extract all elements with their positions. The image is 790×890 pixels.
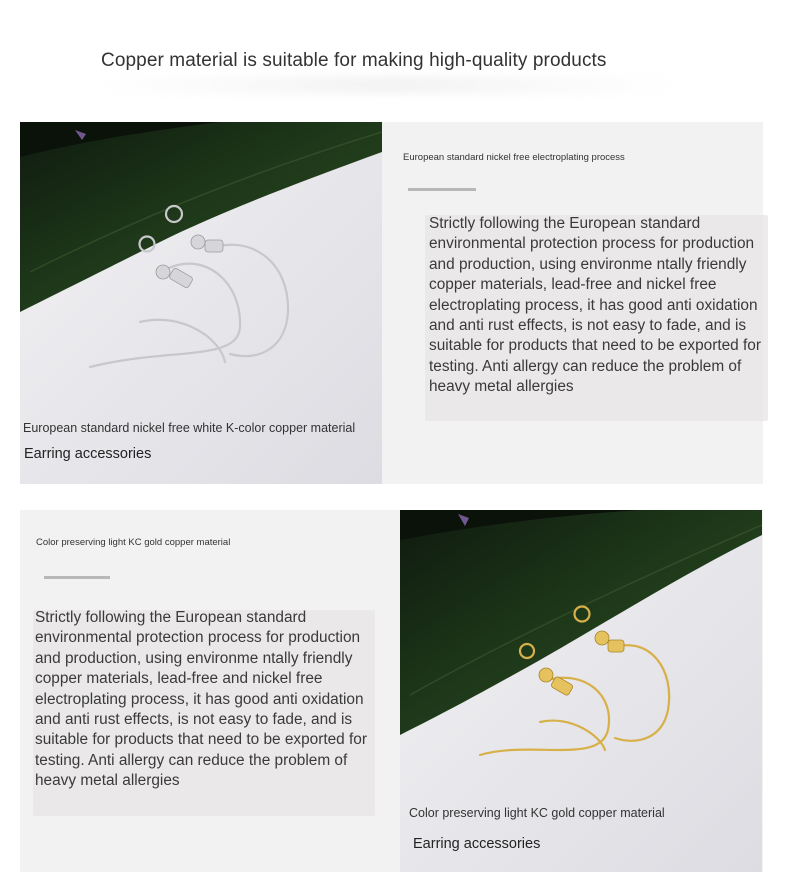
- page-title: Copper material is suitable for making high-quality products: [101, 50, 607, 71]
- photo-subtitle: Earring accessories: [24, 446, 152, 462]
- title-shadow: [100, 76, 680, 94]
- product-section-silver: [20, 122, 763, 484]
- product-photo-silver: [20, 122, 382, 484]
- product-section-gold: [20, 510, 763, 872]
- product-photo-gold: [400, 510, 762, 872]
- description-paragraph: Strictly following the European standard environmental protection process for production and production, using environme ntally friendly copper materials, lead-free and nickel free electroplating process, it has good anti oxidation and anti rust effects, is not easy to fade, and is suitable for products that need to be exported for testing. Anti allergy can reduce the problem of heavy metal allergies: [35, 609, 367, 790]
- description-block: [403, 122, 763, 484]
- heading-divider: [44, 576, 110, 579]
- photo-subtitle: Earring accessories: [413, 836, 541, 852]
- heading-divider: [408, 188, 476, 191]
- photo-caption: European standard nickel free white K-color copper material: [23, 421, 356, 435]
- feature-heading: European standard nickel free electroplating process: [403, 152, 625, 163]
- feature-heading: Color preserving light KC gold copper material: [36, 537, 231, 548]
- photo-caption: Color preserving light KC gold copper material: [409, 806, 665, 820]
- description-paragraph: Strictly following the European standard environmental protection process for production and production, using environme ntally friendly copper materials, lead-free and nickel free electroplating process, it has good anti oxidation and anti rust effects, is not easy to fade, and is suitable for products that need to be exported for testing. Anti allergy can reduce the problem of heavy metal allergies: [429, 215, 761, 396]
- description-block: [20, 510, 400, 872]
